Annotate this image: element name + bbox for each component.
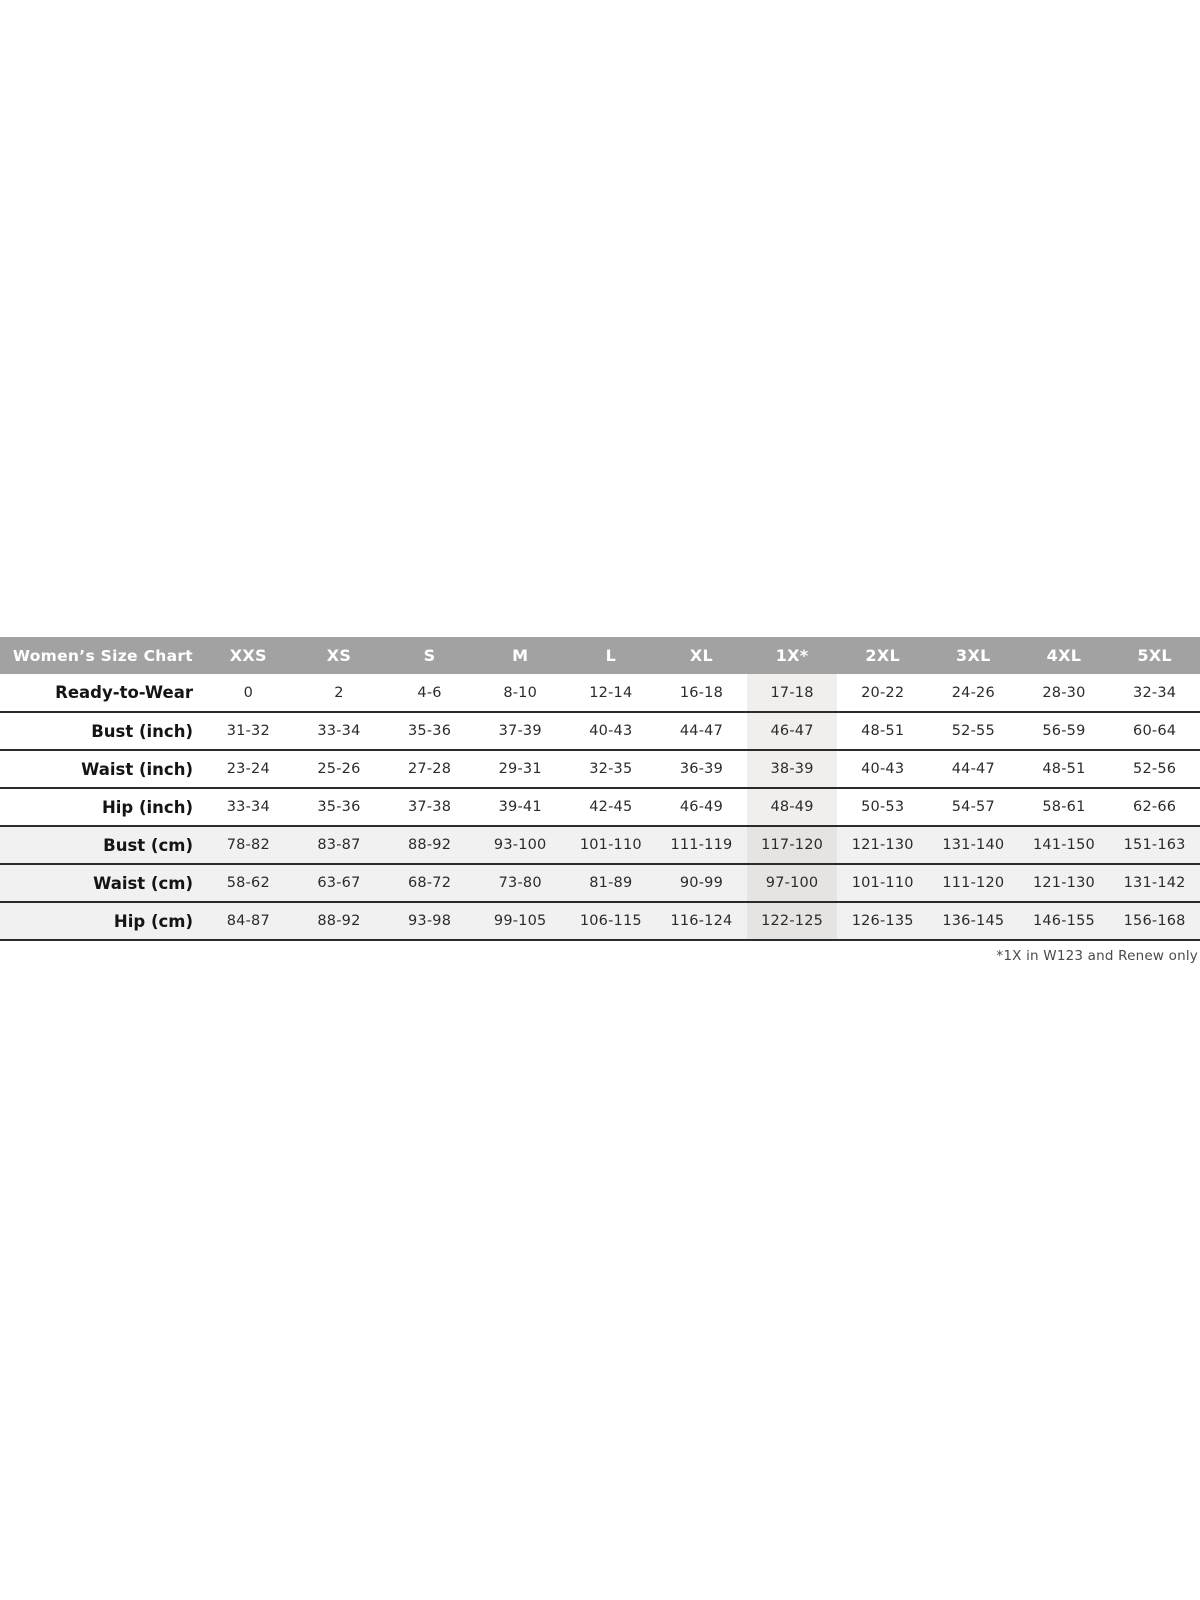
table-cell: 8-10 (475, 674, 566, 712)
table-cell: 141-150 (1019, 826, 1110, 864)
table-row-hip-inch- (0, 788, 1200, 826)
row-label: Waist (inch) (0, 750, 203, 788)
table-cell: 33-34 (203, 788, 294, 826)
column-header-4xl: 4XL (1019, 637, 1110, 674)
column-header-xxs: XXS (203, 637, 294, 674)
row-label: Bust (cm) (0, 826, 203, 864)
table-cell: 122-125 (747, 902, 838, 940)
table-cell: 44-47 (656, 712, 747, 750)
table-cell: 90-99 (656, 864, 747, 902)
table-cell: 52-55 (928, 712, 1019, 750)
size-chart-title: Women’s Size Chart (0, 637, 203, 674)
column-header-5xl: 5XL (1109, 637, 1200, 674)
table-row-waist-inch- (0, 750, 1200, 788)
column-header-2xl: 2XL (837, 637, 928, 674)
table-cell: 151-163 (1109, 826, 1200, 864)
table-cell: 40-43 (566, 712, 657, 750)
table-cell: 88-92 (384, 826, 475, 864)
table-cell: 48-49 (747, 788, 838, 826)
table-row-hip-cm- (0, 902, 1200, 940)
table-cell: 48-51 (837, 712, 928, 750)
table-cell: 24-26 (928, 674, 1019, 712)
table-cell: 20-22 (837, 674, 928, 712)
table-cell: 23-24 (203, 750, 294, 788)
table-cell: 81-89 (566, 864, 657, 902)
table-cell: 121-130 (837, 826, 928, 864)
table-row-bust-inch- (0, 712, 1200, 750)
table-cell: 84-87 (203, 902, 294, 940)
table-cell: 28-30 (1019, 674, 1110, 712)
table-cell: 52-56 (1109, 750, 1200, 788)
column-header-3xl: 3XL (928, 637, 1019, 674)
table-cell: 146-155 (1019, 902, 1110, 940)
table-cell: 121-130 (1019, 864, 1110, 902)
table-cell: 35-36 (294, 788, 385, 826)
table-cell: 101-110 (837, 864, 928, 902)
header-row (0, 637, 1200, 674)
table-cell: 131-140 (928, 826, 1019, 864)
table-cell: 99-105 (475, 902, 566, 940)
table-cell: 106-115 (566, 902, 657, 940)
table-cell: 12-14 (566, 674, 657, 712)
table-cell: 37-38 (384, 788, 475, 826)
size-chart-body (0, 674, 1200, 940)
row-label: Bust (inch) (0, 712, 203, 750)
table-cell: 131-142 (1109, 864, 1200, 902)
table-cell: 83-87 (294, 826, 385, 864)
column-header-m: M (475, 637, 566, 674)
table-cell: 117-120 (747, 826, 838, 864)
table-cell: 17-18 (747, 674, 838, 712)
table-cell: 31-32 (203, 712, 294, 750)
table-cell: 58-62 (203, 864, 294, 902)
table-cell: 62-66 (1109, 788, 1200, 826)
table-cell: 101-110 (566, 826, 657, 864)
table-cell: 32-34 (1109, 674, 1200, 712)
table-cell: 36-39 (656, 750, 747, 788)
row-label: Ready-to-Wear (0, 674, 203, 712)
table-row-ready-to-wear (0, 674, 1200, 712)
table-cell: 33-34 (294, 712, 385, 750)
table-cell: 38-39 (747, 750, 838, 788)
column-header-xl: XL (656, 637, 747, 674)
table-cell: 156-168 (1109, 902, 1200, 940)
size-chart-table (0, 637, 1200, 941)
table-cell: 46-47 (747, 712, 838, 750)
table-cell: 4-6 (384, 674, 475, 712)
table-cell: 50-53 (837, 788, 928, 826)
table-cell: 78-82 (203, 826, 294, 864)
table-row-waist-cm- (0, 864, 1200, 902)
column-header-xs: XS (294, 637, 385, 674)
table-cell: 2 (294, 674, 385, 712)
table-cell: 37-39 (475, 712, 566, 750)
table-cell: 54-57 (928, 788, 1019, 826)
table-row-bust-cm- (0, 826, 1200, 864)
table-cell: 93-100 (475, 826, 566, 864)
size-chart-block (0, 637, 1200, 964)
table-cell: 32-35 (566, 750, 657, 788)
table-cell: 48-51 (1019, 750, 1110, 788)
column-header-l: L (566, 637, 657, 674)
table-cell: 73-80 (475, 864, 566, 902)
footnote: *1X in W123 and Renew only (996, 948, 1198, 964)
table-cell: 126-135 (837, 902, 928, 940)
table-cell: 44-47 (928, 750, 1019, 788)
table-cell: 46-49 (656, 788, 747, 826)
table-cell: 40-43 (837, 750, 928, 788)
table-cell: 116-124 (656, 902, 747, 940)
table-cell: 16-18 (656, 674, 747, 712)
table-cell: 27-28 (384, 750, 475, 788)
row-label: Waist (cm) (0, 864, 203, 902)
table-cell: 63-67 (294, 864, 385, 902)
table-cell: 58-61 (1019, 788, 1110, 826)
column-header-1x: 1X* (747, 637, 838, 674)
table-cell: 25-26 (294, 750, 385, 788)
table-cell: 88-92 (294, 902, 385, 940)
table-cell: 111-120 (928, 864, 1019, 902)
table-cell: 35-36 (384, 712, 475, 750)
table-cell: 56-59 (1019, 712, 1110, 750)
table-cell: 68-72 (384, 864, 475, 902)
table-cell: 0 (203, 674, 294, 712)
row-label: Hip (inch) (0, 788, 203, 826)
column-header-s: S (384, 637, 475, 674)
table-cell: 60-64 (1109, 712, 1200, 750)
row-label: Hip (cm) (0, 902, 203, 940)
table-cell: 93-98 (384, 902, 475, 940)
table-cell: 111-119 (656, 826, 747, 864)
table-cell: 39-41 (475, 788, 566, 826)
table-cell: 29-31 (475, 750, 566, 788)
table-cell: 97-100 (747, 864, 838, 902)
table-cell: 42-45 (566, 788, 657, 826)
table-cell: 136-145 (928, 902, 1019, 940)
